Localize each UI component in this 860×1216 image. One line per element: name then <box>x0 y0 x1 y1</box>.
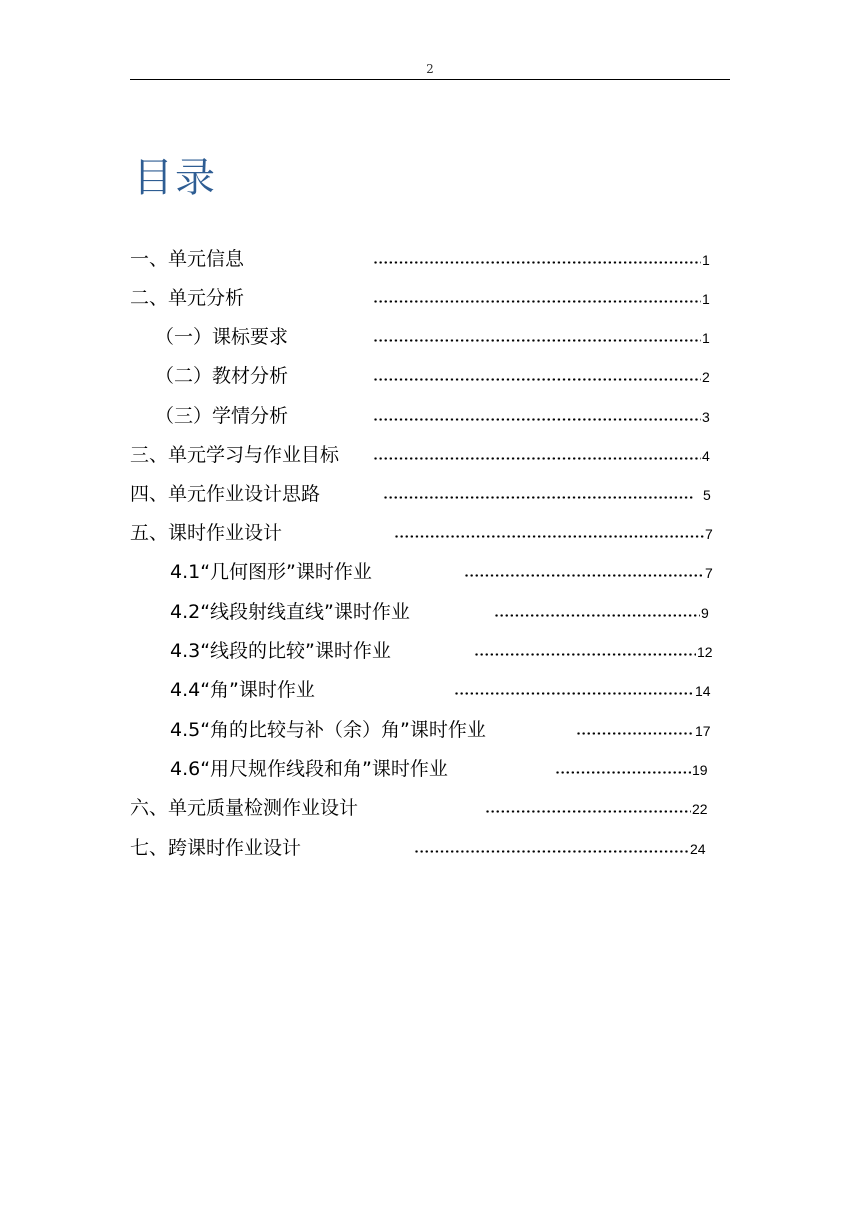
toc-entry-page: 22 <box>692 801 708 817</box>
toc-entry-page: 1 <box>702 291 710 307</box>
toc-entry-label: （二）教材分析 <box>155 365 289 387</box>
toc-entry-page: 3 <box>702 409 710 425</box>
toc-entry[interactable] <box>0 794 860 822</box>
toc-entry-leader <box>373 418 701 421</box>
toc-entry-leader <box>373 261 701 264</box>
toc-entry-label: 五、课时作业设计 <box>130 522 283 544</box>
toc-entry-page: 24 <box>690 841 706 857</box>
toc-entry-page: 7 <box>705 526 713 542</box>
toc-entry[interactable] <box>0 441 860 469</box>
toc-entry-leader <box>555 771 691 774</box>
toc-entry-page: 4 <box>702 448 710 464</box>
toc-entry-leader <box>464 574 704 577</box>
toc-entry-label: （三）学情分析 <box>155 405 289 427</box>
toc-entry-label: 四、单元作业设计思路 <box>130 483 321 505</box>
toc-entry-leader <box>394 535 704 538</box>
toc-entry-leader <box>373 378 701 381</box>
toc-entry-label: 一、单元信息 <box>130 248 245 270</box>
toc-entry-label: 六、单元质量检测作业设计 <box>130 797 359 819</box>
toc-entry-label: 三、单元学习与作业目标 <box>130 444 340 466</box>
toc-title: 目录 <box>133 155 217 201</box>
toc-entry[interactable] <box>0 362 860 390</box>
toc-entry-label: 七、跨课时作业设计 <box>130 837 302 859</box>
toc-entry-leader <box>414 850 690 853</box>
toc-entry-page: 14 <box>695 683 711 699</box>
toc-entry[interactable] <box>0 598 860 626</box>
toc-entry[interactable] <box>0 558 860 586</box>
toc-entry-leader <box>474 653 696 656</box>
toc-entry[interactable] <box>0 755 860 783</box>
toc-entry-leader <box>373 457 701 460</box>
toc-entry-leader <box>373 339 701 342</box>
toc-entry-page: 5 <box>703 487 711 503</box>
toc-entry-label: 4.2“线段射线直线”课时作业 <box>170 601 410 623</box>
toc-entry-label: 4.1“几何图形”课时作业 <box>170 561 372 583</box>
toc-entry-leader <box>454 692 694 695</box>
toc-entry-page: 2 <box>702 369 710 385</box>
toc-entry-label: 4.3“线段的比较”课时作业 <box>170 640 391 662</box>
toc-entry-leader <box>373 300 701 303</box>
toc-entry-label: 4.5“角的比较与补（余）角”课时作业 <box>170 719 486 741</box>
toc-entry-page: 17 <box>695 723 711 739</box>
toc-entry[interactable] <box>0 480 860 508</box>
toc-entry-label: 4.4“角”课时作业 <box>170 679 315 701</box>
toc-entry-page: 19 <box>692 762 708 778</box>
toc-entry-leader <box>494 614 700 617</box>
toc-entry-leader <box>576 732 694 735</box>
toc-entry[interactable] <box>0 716 860 744</box>
toc-entry-page: 1 <box>702 252 710 268</box>
toc-entry[interactable] <box>0 245 860 273</box>
header-page-number: 2 <box>426 62 434 76</box>
toc-entry[interactable] <box>0 284 860 312</box>
toc-entry-label: （一）课标要求 <box>155 326 289 348</box>
toc-entry[interactable] <box>0 402 860 430</box>
toc-entry-page: 12 <box>697 644 713 660</box>
toc-entry-label: 二、单元分析 <box>130 287 245 309</box>
toc-entry[interactable] <box>0 676 860 704</box>
toc-entry[interactable] <box>0 637 860 665</box>
toc-entry-page: 9 <box>701 605 709 621</box>
toc-entry[interactable] <box>0 519 860 547</box>
toc-entry-leader <box>383 496 693 499</box>
toc-entry[interactable] <box>0 323 860 351</box>
toc-entry-label: 4.6“用尺规作线段和角”课时作业 <box>170 758 448 780</box>
toc-entry-page: 1 <box>702 330 710 346</box>
toc-entry[interactable] <box>0 834 860 862</box>
toc-entry-page: 7 <box>705 565 713 581</box>
toc-entry-leader <box>485 810 691 813</box>
